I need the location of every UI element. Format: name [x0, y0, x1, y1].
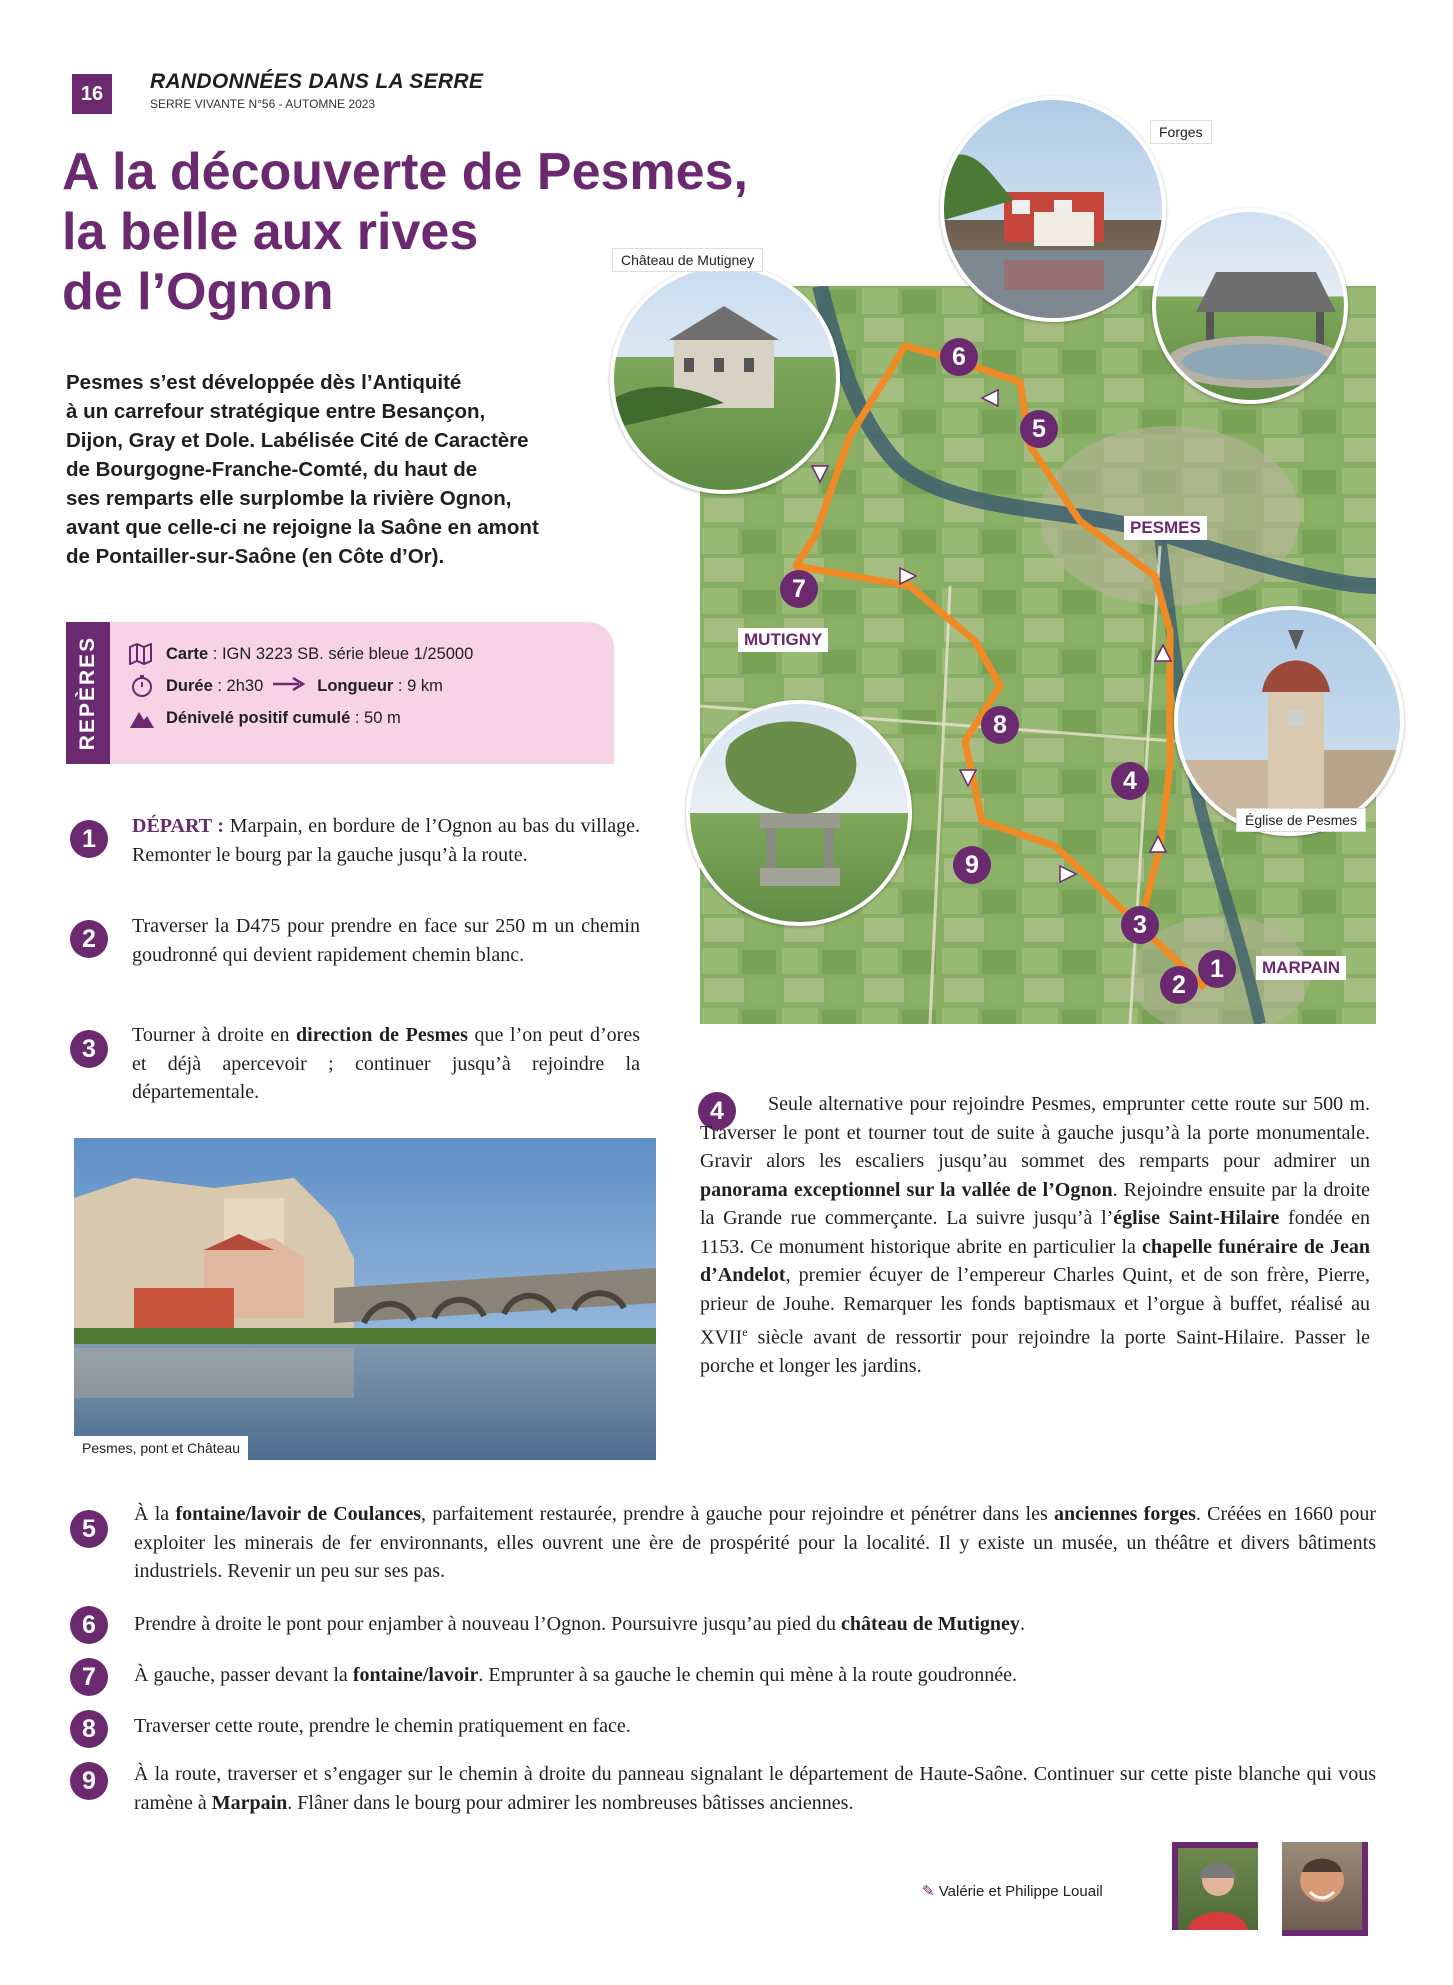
- carte-value: : IGN 3223 SB. série bleue 1/25000: [208, 644, 474, 663]
- step-4-text: [700, 1090, 1370, 1381]
- step-3-text: [132, 1021, 640, 1107]
- step-text: . Emprunter à sa gauche le chemin qui mène à la route goudronnée.: [478, 1664, 1018, 1686]
- step-6-number: 6: [70, 1606, 108, 1644]
- step-text: . Rejoindre ensuite par la droite la Grande rue commerçante. La suivre jusqu’à l’: [700, 1178, 1370, 1229]
- step-text: que l’on peut d’ores et déjà apercevoir ; continuer jusqu’à rejoindre la départementale.: [132, 1024, 640, 1103]
- step-1-lead: DÉPART :: [132, 815, 225, 837]
- step-text: . Flâner dans le bourg pour admirer les nombreuses bâtisses anciennes.: [287, 1791, 854, 1814]
- mountain-icon: [128, 706, 156, 730]
- step-bold: Marpain: [211, 1791, 288, 1814]
- page-number: 16: [72, 74, 112, 114]
- step-7-text: [134, 1661, 1376, 1690]
- step-text: siècle avant de ressortir pour rejoindre la porte Saint-Hilaire. Passer le porche et longer les jardins.: [700, 1326, 1370, 1378]
- arrow-right-icon: [273, 677, 307, 696]
- map-marker-2: 2: [1160, 966, 1198, 1004]
- step-bold: chapelle funéraire de Jean d’Andelot: [700, 1235, 1371, 1286]
- step-text: Seule alternative pour rejoindre Pesmes, emprunter cette route sur 500 m. Traverser le pont et tourner tout de suite à gauche jusqu’à la porte monumentale. Gravir alors les escaliers jusqu’au sommet des remparts pour admirer un: [700, 1093, 1370, 1172]
- step-5-text: [134, 1500, 1376, 1586]
- map-marker-3: 3: [1121, 906, 1159, 944]
- photo-chateau-mutigney: [610, 264, 840, 494]
- carte-label: Carte: [166, 644, 209, 663]
- map-marker-4: 4: [1111, 762, 1149, 800]
- step-text: .: [1019, 1613, 1025, 1635]
- intro-line: Pesmes s’est développée dès l’Antiquité: [66, 371, 462, 394]
- pencil-icon: ✎: [922, 1883, 935, 1900]
- step-9-text: [134, 1760, 1376, 1817]
- step-8-text: Traverser cette route, prendre le chemin pratiquement en face.: [134, 1715, 631, 1737]
- section-title: RANDONNÉES DANS LA SERRE: [150, 70, 484, 93]
- reperes-denivele: [128, 706, 401, 730]
- step-bold: château de Mutigney: [841, 1613, 1020, 1635]
- reperes-carte: [128, 642, 473, 666]
- intro-line: ses remparts elle surplombe la rivière Ognon,: [66, 487, 512, 510]
- step-text: À la route, traverser et s’engager sur le chemin à droite du panneau signalant le département de Haute-Saône. Continuer sur cette piste blanche qui vous ramène à: [134, 1763, 1376, 1814]
- place-pesmes: PESMES: [1124, 516, 1207, 540]
- map-marker-7: 7: [780, 570, 818, 608]
- photo-pesmes-pont: [74, 1138, 656, 1460]
- step-text: À la: [134, 1503, 176, 1525]
- denivele-label: Dénivelé positif cumulé: [166, 708, 351, 727]
- step-text: , parfaitement restaurée, prendre à gauche pour rejoindre et pénétrer dans les: [421, 1503, 1055, 1525]
- photo-eglise: [1174, 606, 1404, 836]
- place-marpain: MARPAIN: [1256, 956, 1346, 980]
- step-text: Prendre à droite le pont pour enjamber à nouveau l’Ognon. Poursuivre jusqu’au pied du: [134, 1613, 842, 1635]
- issue-info: SERRE VIVANTE N°56 - AUTOMNE 2023: [150, 97, 376, 111]
- superscript: e: [742, 1325, 748, 1339]
- step-bold: anciennes forges: [1054, 1503, 1196, 1525]
- step-1-number: 1: [70, 820, 108, 858]
- intro-line: Dijon, Gray et Dole. Labélisée Cité de Caractère: [66, 429, 529, 452]
- map-marker-6: 6: [940, 338, 978, 376]
- intro-line: avant que celle-ci ne rejoigne la Saône en amont: [66, 516, 539, 539]
- caption-photo-pesmes: Pesmes, pont et Château: [74, 1436, 248, 1460]
- photo-forges: [940, 96, 1166, 322]
- photo-fontaine: [686, 700, 912, 926]
- denivele-value: : 50 m: [350, 708, 401, 727]
- duree-label: Durée: [166, 676, 213, 695]
- step-text: fondée en 1153. Ce monument historique abrite en particulier la: [700, 1207, 1370, 1258]
- reperes-box: [66, 622, 614, 764]
- step-1-text: [132, 812, 640, 869]
- step-4-number: 4: [698, 1092, 736, 1130]
- place-mutigny: MUTIGNY: [738, 628, 828, 652]
- step-8-number: 8: [70, 1710, 108, 1748]
- title-line-3: de l’Ognon: [62, 263, 334, 321]
- caption-forges: Forges: [1150, 120, 1212, 144]
- reperes-duree: [128, 674, 443, 698]
- stopwatch-icon: [128, 674, 156, 698]
- step-text: . Créées en 1660 pour exploiter les minerais de fer environnants, elles ouvrent une ère de prospérité pour la localité. Il y existe un musée, un théâtre et divers bâtiments industriels. Revenir un peu sur ses pas.: [134, 1503, 1376, 1582]
- avatar-valerie: [1172, 1842, 1258, 1930]
- step-bold: église Saint-Hilaire: [1113, 1207, 1280, 1229]
- map-marker-1: 1: [1198, 950, 1236, 988]
- step-bold: fontaine/lavoir: [352, 1664, 479, 1686]
- photo-lavoir: [1152, 208, 1348, 404]
- step-text: Marpain, en bordure de l’Ognon au bas du village. Remonter le bourg par la gauche jusqu’à la route.: [132, 815, 640, 866]
- step-2-text: Traverser la D475 pour prendre en face sur 250 m un chemin goudronné qui devient rapidement chemin blanc.: [132, 915, 640, 966]
- step-5-number: 5: [70, 1510, 108, 1548]
- caption-eglise: Église de Pesmes: [1236, 808, 1366, 832]
- intro-line: à un carrefour stratégique entre Besançon,: [66, 400, 486, 423]
- step-text: , premier écuyer de l’empereur Charles Quint, et de son frère, Pierre, prieur de Jouhe. Remarquer les fonds baptismaux et l’orgue à buffet, réalisé au XVII: [700, 1264, 1370, 1349]
- author-credit: [922, 1882, 1103, 1900]
- title-line-1: A la découverte de Pesmes,: [62, 143, 748, 201]
- step-3-number: 3: [70, 1030, 108, 1068]
- map-marker-8: 8: [981, 706, 1019, 744]
- step-6-text: [134, 1610, 1376, 1639]
- step-text: À gauche, passer devant la: [134, 1664, 353, 1686]
- step-7-number: 7: [70, 1658, 108, 1696]
- duree-value: : 2h30: [212, 676, 264, 695]
- step-bold: direction de Pesmes: [296, 1024, 468, 1046]
- step-bold: fontaine/lavoir de Coulances: [175, 1503, 422, 1525]
- map-marker-9: 9: [953, 846, 991, 884]
- avatar-philippe: [1282, 1842, 1368, 1936]
- title-line-2: la belle aux rives: [62, 203, 479, 261]
- step-2-number: 2: [70, 920, 108, 958]
- longueur-value: : 9 km: [393, 676, 443, 695]
- step-bold: panorama exceptionnel sur la vallée de l’Ognon: [700, 1178, 1113, 1201]
- step-9-number: 9: [70, 1762, 108, 1800]
- map-icon: [128, 642, 156, 666]
- intro-line: de Pontailler-sur-Saône (en Côte d’Or).: [66, 545, 445, 568]
- step-text: Tourner à droite en: [132, 1024, 297, 1046]
- reperes-label: REPÈRES: [76, 635, 99, 751]
- author-names: Valérie et Philippe Louail: [938, 1883, 1103, 1900]
- caption-chateau: Château de Mutigney: [612, 248, 763, 272]
- intro-paragraph: [66, 368, 631, 571]
- map-marker-5: 5: [1020, 410, 1058, 448]
- longueur-label: Longueur: [317, 676, 394, 695]
- reperes-tab: [66, 622, 110, 764]
- intro-line: de Bourgogne-Franche-Comté, du haut de: [66, 458, 478, 481]
